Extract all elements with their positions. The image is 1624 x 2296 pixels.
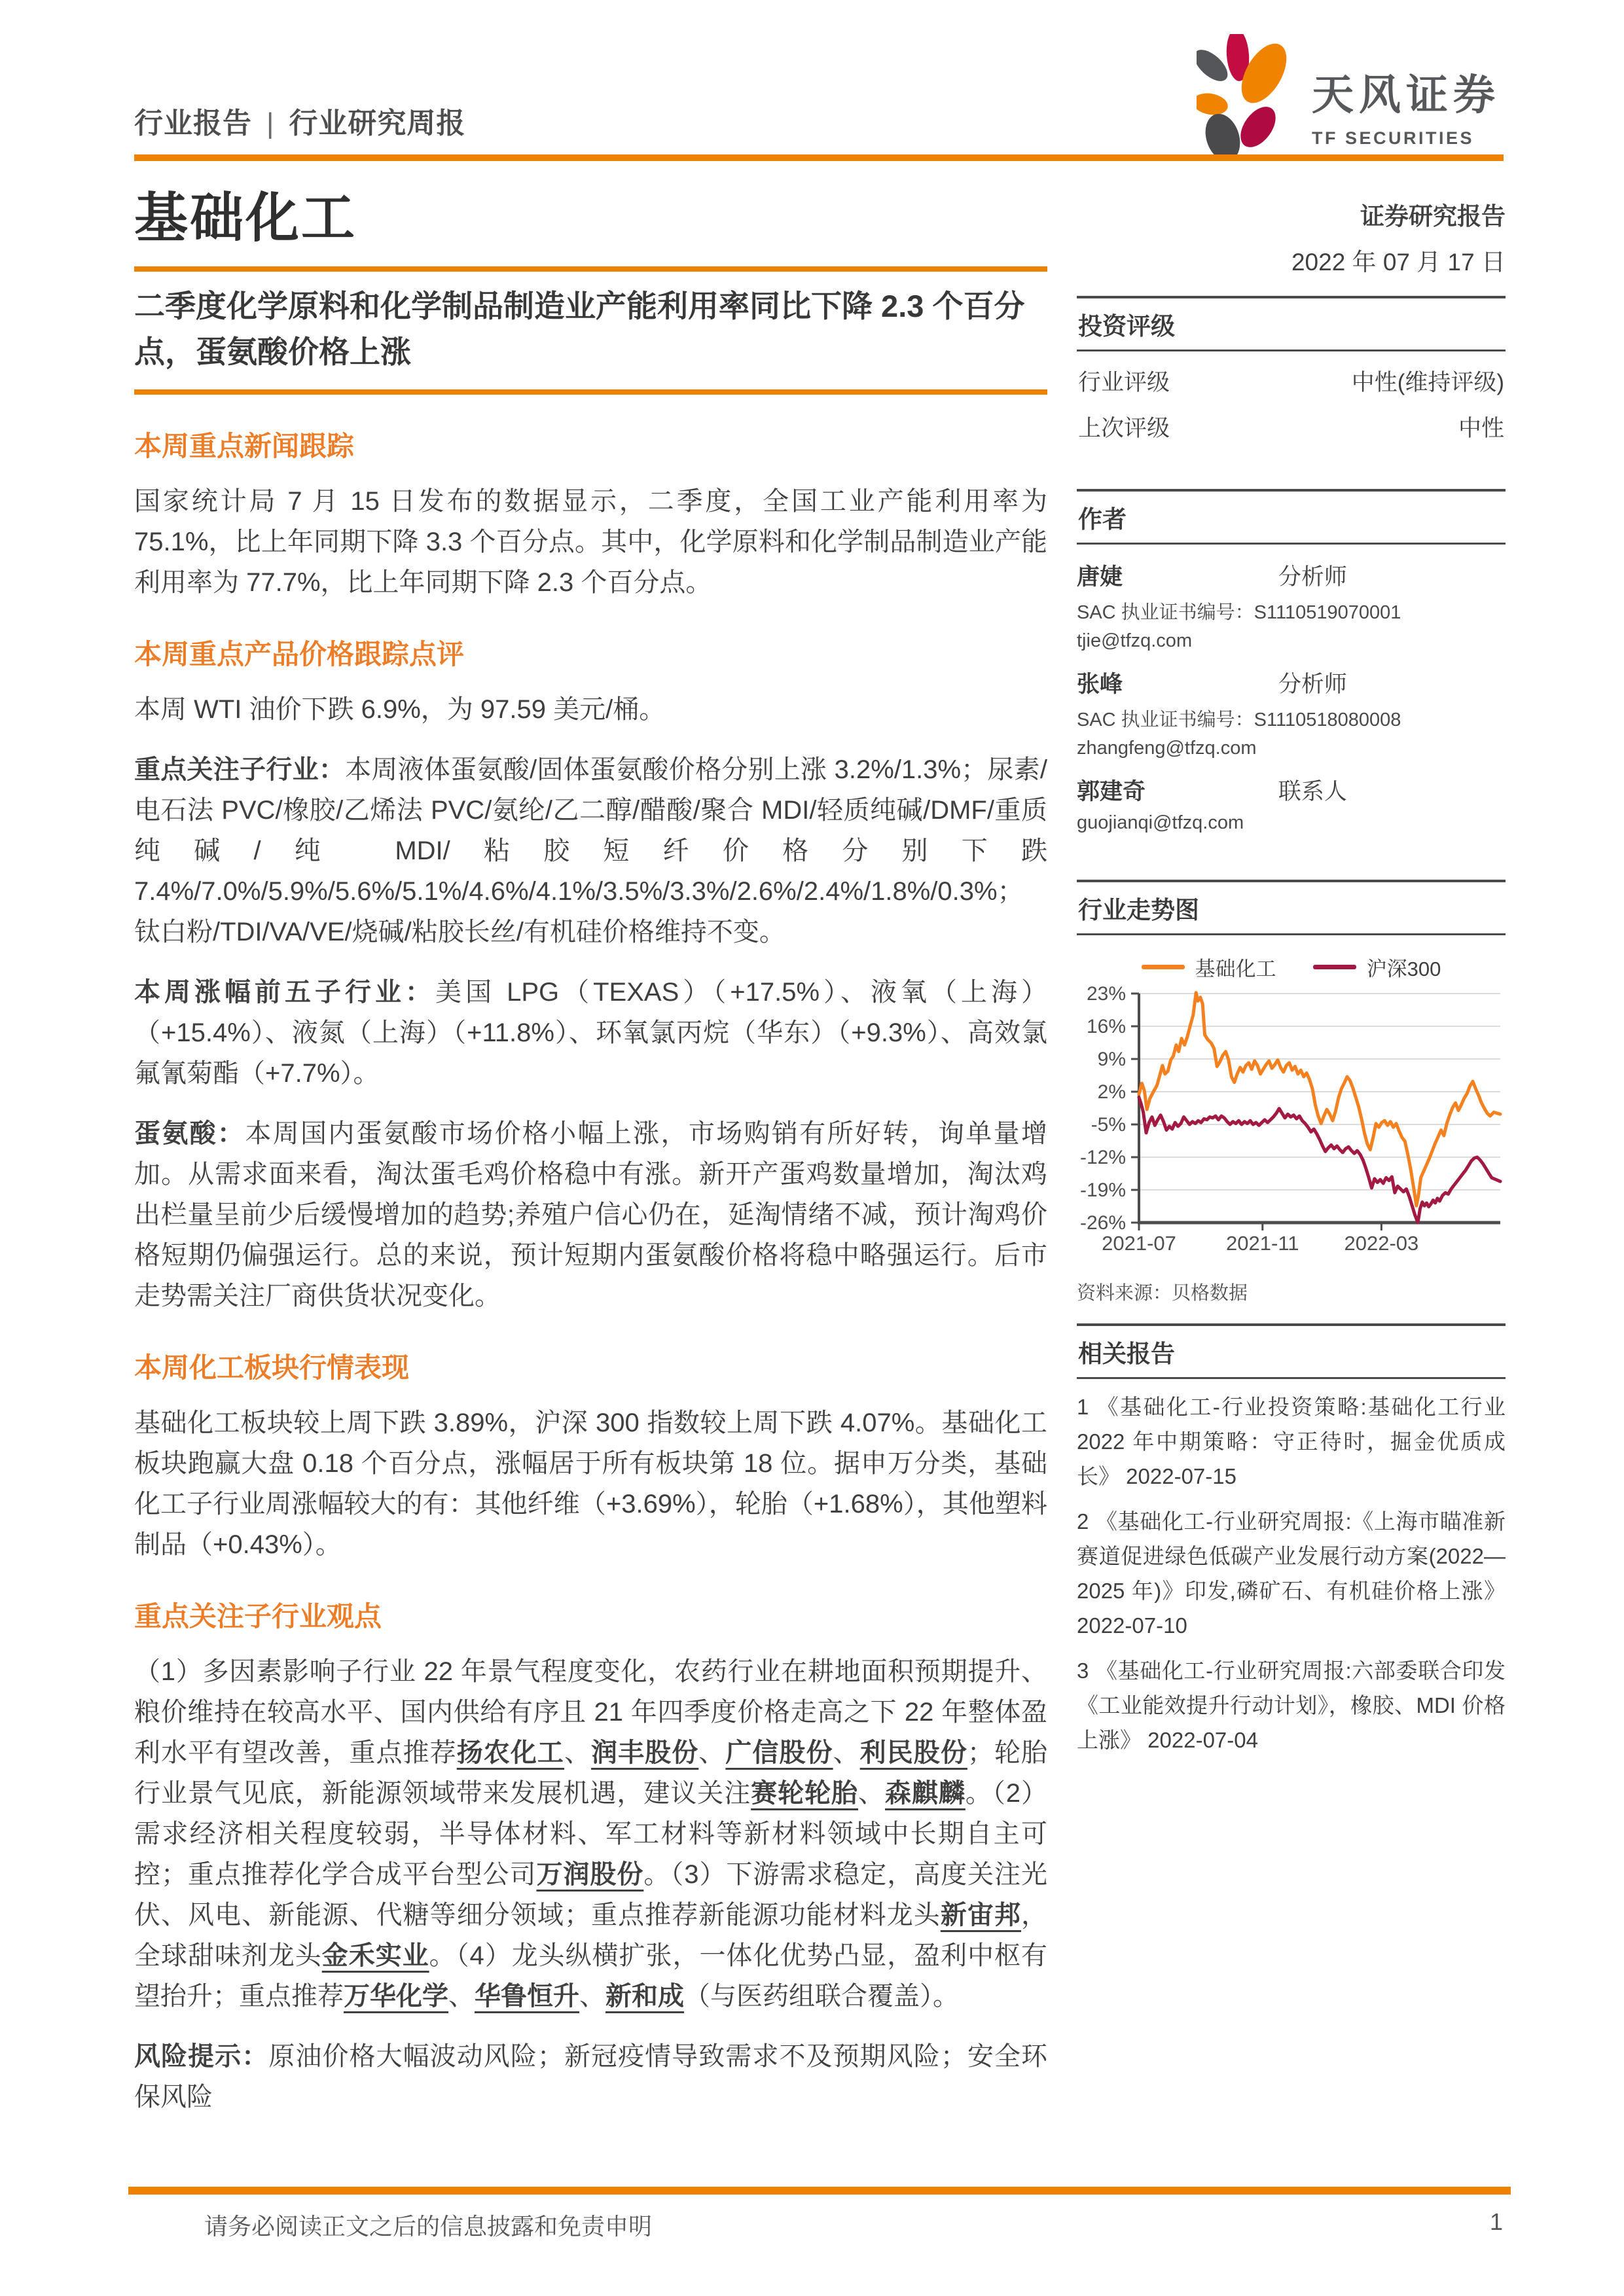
section-heading: 本周重点新闻跟踪 [134, 431, 355, 461]
reports-box-title: 相关报告 [1077, 1323, 1506, 1379]
report-kicker [134, 99, 465, 141]
footer-rule [128, 2187, 1511, 2195]
rating-value: 中性 [1458, 416, 1504, 441]
author-role: 分析师 [1278, 564, 1347, 590]
footer [204, 2208, 1503, 2242]
report-item-date: 2022-07-10 [1077, 1613, 1187, 1638]
section-sector-performance [134, 1346, 1047, 1565]
logo-wordmark [1312, 34, 1500, 149]
footer-disclaimer: 请务必阅读正文之后的信息披露和免责申明 [204, 2213, 653, 2240]
related-report [1077, 1653, 1506, 1757]
author-entry [1077, 559, 1506, 652]
paragraph: （1）多因素影响子行业 22 年景气程度变化，农药行业在耕地面积预期提升、粮价维持在较高水平、国内供给有序且 21 年四季度价格走高之下 22 年整体盈利水平有望改善，重点推荐扬农化工、润丰股份、广信股份、利民股份；轮胎行业景气见底，新能源领域带来发展机遇，建议关注赛轮轮胎、森麒麟。（2）需求经济相关程度较弱，半导体材料、军工材料等新材料领域中长期自主可控；重点推荐化学合成平台型公司万润股份。（3）下游需求稳定，高度关注光伏、风电、新能源、代糖等细分领域；重点推荐新能源功能材料龙头新宙邦，全球甜味剂龙头金禾实业。（4）龙头纵横扩张，一体化优势凸显，盈利中枢有望抬升；重点推荐万华化学、华鲁恒升、新和成（与医药组联合覆盖）。 [134, 1657, 1048, 2011]
page-number: 1 [1489, 2208, 1503, 2235]
legend-item-industry [1142, 952, 1276, 982]
report-index: 2 [1077, 1509, 1089, 1534]
author-name: 唐婕 [1077, 564, 1123, 590]
section-heading: 本周化工板块行情表现 [134, 1352, 410, 1383]
author-cert: SAC 执业证书编号：S1110519070001 [1077, 602, 1401, 623]
section-price-review [134, 633, 1047, 1316]
legend-label: 基础化工 [1195, 958, 1276, 980]
author-name: 郭建奇 [1077, 779, 1146, 804]
svg-text:16%: 16% [1086, 1016, 1126, 1037]
legend-line-icon [1142, 965, 1185, 969]
paragraph: 蛋氨酸：本周国内蛋氨酸市场价格小幅上涨，市场购销有所好转，询单量增加。从需求面来看，淘汰蛋毛鸡价格稳中有涨。新开产蛋鸡数量增加，淘汰鸡出栏量呈前少后缓慢增加的趋势;养殖户信心仍在，延淘情绪不减，预计淘鸡价格短期仍偏强运行。总的来说，预计短期内蛋氨酸价格将稳中略强运行。后市走势需关注厂商供货状况变化。 [134, 1119, 1047, 1310]
svg-text:-19%: -19% [1079, 1179, 1126, 1201]
report-category: 行业报告 [134, 107, 252, 139]
authors-box-title: 作者 [1077, 489, 1506, 545]
svg-text:9%: 9% [1097, 1049, 1126, 1070]
paragraph: 国家统计局 7 月 15 日发布的数据显示，二季度，全国工业产能利用率为 75.1%，比上年同期下降 3.3 个百分点。其中，化学原料和化学制品制造业产能利用率为 77.7%，比上年同期下降 2.3 个百分点。 [134, 487, 1047, 597]
rating-label: 行业评级 [1078, 370, 1170, 395]
report-title: 《基础化工-行业研究周报:六部委联合印发《工业能效提升行动计划》，橡胶、MDI 价格上涨》 [1077, 1659, 1506, 1752]
main-column [134, 175, 1047, 2137]
brand-name-en: TF SECURITIES [1312, 128, 1475, 148]
paragraph: 重点关注子行业：本周液体蛋氨酸/固体蛋氨酸价格分别上涨 3.2%/1.3%；尿素/电石法 PVC/橡胶/乙烯法 PVC/氨纶/乙二醇/醋酸/聚合 MDI/轻质纯碱/DMF/重质纯碱/纯 MDI/粘胶短纤价格分别下跌 7.4%/7.0%/5.9%/5.6%/5.1%/4.6%/4.1%/3.5%/3.3%/2.6%/2.4%/1.8%/0.3%；钛白粉/TDI/VA/VE/烧碱/粘胶长丝/有机硅价格维持不变。 [134, 755, 1048, 946]
svg-text:2021-07: 2021-07 [1102, 1232, 1176, 1255]
svg-text:-26%: -26% [1079, 1212, 1126, 1234]
section-heading: 本周重点产品价格跟踪点评 [134, 639, 465, 670]
svg-text:2021-11: 2021-11 [1226, 1232, 1299, 1255]
author-email: guojianqi@tfzq.com [1077, 812, 1244, 833]
page-title: 基础化工 [134, 188, 357, 248]
author-cert: SAC 执业证书编号：S1110518080008 [1077, 709, 1401, 730]
legend-line-icon [1313, 965, 1356, 969]
svg-text:23%: 23% [1086, 986, 1126, 1005]
legend-label: 沪深300 [1366, 958, 1441, 980]
tf-securities-logo [1197, 34, 1500, 167]
risk-note: 风险提示：原油价格大幅波动风险；新冠疫情导致需求不及预期风险；安全环保风险 [134, 2042, 1048, 2111]
report-index: 1 [1077, 1395, 1089, 1419]
report-date: 2022 年 07 月 17 日 [1291, 249, 1506, 276]
related-report [1077, 1504, 1506, 1643]
rating-label: 上次评级 [1078, 416, 1170, 441]
report-title: 《基础化工-行业投资策略:基础化工行业 2022 年中期策略：守正待时，掘金优质成长》 [1077, 1395, 1506, 1488]
author-entry [1077, 666, 1506, 759]
section-news [134, 425, 1047, 603]
report-type: 行业研究周报 [289, 107, 466, 139]
report-label: 证券研究报告 [1360, 203, 1506, 230]
brand-name-cn: 天风证券 [1312, 71, 1500, 118]
author-name: 张峰 [1077, 672, 1123, 697]
svg-text:2022-03: 2022-03 [1344, 1232, 1419, 1255]
author-email: zhangfeng@tfzq.com [1077, 738, 1257, 759]
rating-box-title: 投资评级 [1077, 296, 1506, 351]
author-role: 分析师 [1278, 672, 1347, 697]
related-report [1077, 1390, 1506, 1494]
chart-source: 资料来源：贝格数据 [1077, 1283, 1248, 1304]
report-index: 3 [1077, 1659, 1089, 1683]
paragraph: 本周涨幅前五子行业：美国 LPG（TEXAS）（+17.5%）、液氧（上海）（+15.4%）、液氮（上海）（+11.8%）、环氧氯丙烷（华东）（+9.3%）、高效氯氟氰菊酯（+7.7%）。 [134, 978, 1047, 1088]
rating-row [1077, 351, 1506, 397]
paragraph: 本周 WTI 油价下跌 6.9%，为 97.59 美元/桶。 [134, 695, 666, 724]
report-item-date: 2022-07-04 [1147, 1728, 1258, 1752]
industry-trend-chart [1077, 986, 1506, 1264]
rating-row [1077, 397, 1506, 443]
report-title: 《基础化工-行业研究周报:《上海市瞄准新赛道促进绿色低碳产业发展行动方案(2022—2025 年)》印发,磷矿石、有机硅价格上涨》 [1077, 1509, 1506, 1603]
section-subindustry-views [134, 1595, 1047, 2117]
header-rule [134, 154, 1504, 161]
chart-legend [1077, 952, 1506, 982]
legend-item-index [1313, 952, 1441, 982]
author-role: 联系人 [1278, 779, 1347, 804]
sidebar [1077, 196, 1506, 1757]
report-headline: 二季度化学原料和化学制品制造业产能利用率同比下降 2.3 个百分点，蛋氨酸价格上涨 [134, 266, 1047, 395]
author-entry [1077, 774, 1506, 834]
svg-text:-12%: -12% [1079, 1147, 1126, 1168]
svg-text:2%: 2% [1097, 1081, 1126, 1103]
paragraph: 基础化工板块较上周下跌 3.89%，沪深 300 指数较上周下跌 4.07%。基础化工板块跑赢大盘 0.18 个百分点，涨幅居于所有板块第 18 位。据申万分类，基础化工子行业周涨幅较大的有：其他纤维（+3.69%），轮胎（+1.68%），其他塑料制品（+0.43%）。 [134, 1408, 1047, 1559]
kicker-divider: | [266, 107, 275, 139]
svg-text:-5%: -5% [1091, 1114, 1126, 1136]
report-item-date: 2022-07-15 [1126, 1464, 1236, 1488]
author-email: tjie@tfzq.com [1077, 630, 1193, 651]
rating-value: 中性(维持评级) [1351, 370, 1504, 395]
section-heading: 重点关注子行业观点 [134, 1601, 382, 1632]
chart-box-title: 行业走势图 [1077, 880, 1506, 935]
tf-flower-logo-icon [1197, 34, 1300, 167]
